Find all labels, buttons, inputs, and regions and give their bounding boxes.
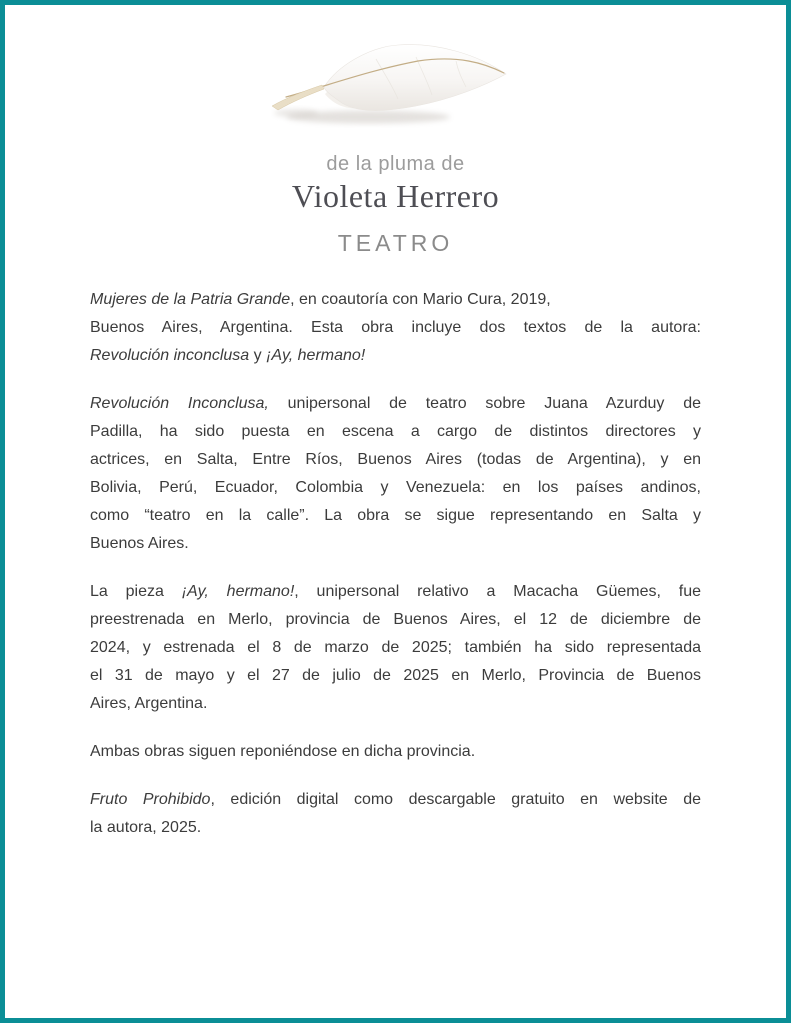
text-line [90,690,701,718]
body-text: Ambas obras siguen reponiéndose en dicha provincia. [90,743,476,760]
text-line [90,662,701,690]
text-line [90,502,701,530]
text-line [90,446,701,474]
feather-shadow-quill [274,109,318,117]
paragraph-2 [90,390,701,558]
body-text: Buenos Aires, Argentina. Esta obra incluye dos textos de la autora: [90,319,701,336]
text-line [90,474,701,502]
text-line [90,314,701,342]
work-title-text: Revolución Inconclusa, [90,395,269,412]
body-text: Bolivia, Perú, Ecuador, Colombia y Venezuela: en los países andinos, [90,479,701,496]
header [5,5,786,256]
paragraph-1 [90,286,701,370]
work-title-text: Revolución inconclusa [90,347,250,364]
body-text: y [249,347,267,364]
paragraph-5 [90,786,701,842]
body-text: La pieza [90,583,182,600]
section-title: TEATRO [337,230,454,256]
work-title-text: ¡Ay, hermano! [181,583,295,600]
paragraph-4 [90,738,701,766]
text-line [90,786,701,814]
tagline: de la pluma de [326,153,465,175]
body-text: como “teatro en la calle”. La obra se sigue representando en Salta y [90,507,701,524]
text-line [90,390,701,418]
body-text: Aires, Argentina. [90,695,208,712]
text-line [90,634,701,662]
text-line [90,814,701,842]
work-title-text: ¡Ay, hermano! [266,347,366,364]
text-line [90,738,701,766]
work-title-text: Fruto Prohibido [90,791,211,808]
body-text: unipersonal de teatro sobre Juana Azurduy de [268,395,701,412]
body-text: la autora, 2025. [90,819,202,836]
body-text: , edición digital como descargable gratuito en website de [210,791,702,808]
body-text: , en coautoría con Mario Cura, 2019, [290,291,551,308]
body-text: preestrenada en Merlo, provincia de Buenos Aires, el 12 de diciembre de [90,611,701,628]
text-line [90,342,701,370]
text-line [90,578,701,606]
text-line [90,530,701,558]
feather-icon [261,33,531,128]
paragraph-3 [90,578,701,718]
text-line [90,286,701,314]
body-text: , unipersonal relativo a Macacha Güemes, fue [294,583,701,600]
body-text: el 31 de mayo y el 27 de julio de 2025 en Merlo, Provincia de Buenos [90,667,701,684]
body-text: Buenos Aires. [90,535,189,552]
work-title-text: Mujeres de la Patria Grande [90,291,291,308]
body-text: 2024, y estrenada el 8 de marzo de 2025; también ha sido representada [90,639,701,656]
content [90,286,701,842]
text-line [90,606,701,634]
feather-quill [272,85,324,110]
body-text: Padilla, ha sido puesta en escena a cargo de distintos directores y [90,423,701,440]
body-text: actrices, en Salta, Entre Ríos, Buenos Aires (todas de Argentina), y en [90,451,701,468]
feather-svg [261,33,531,128]
text-line [90,418,701,446]
author-name: Violeta Herrero [291,178,500,214]
